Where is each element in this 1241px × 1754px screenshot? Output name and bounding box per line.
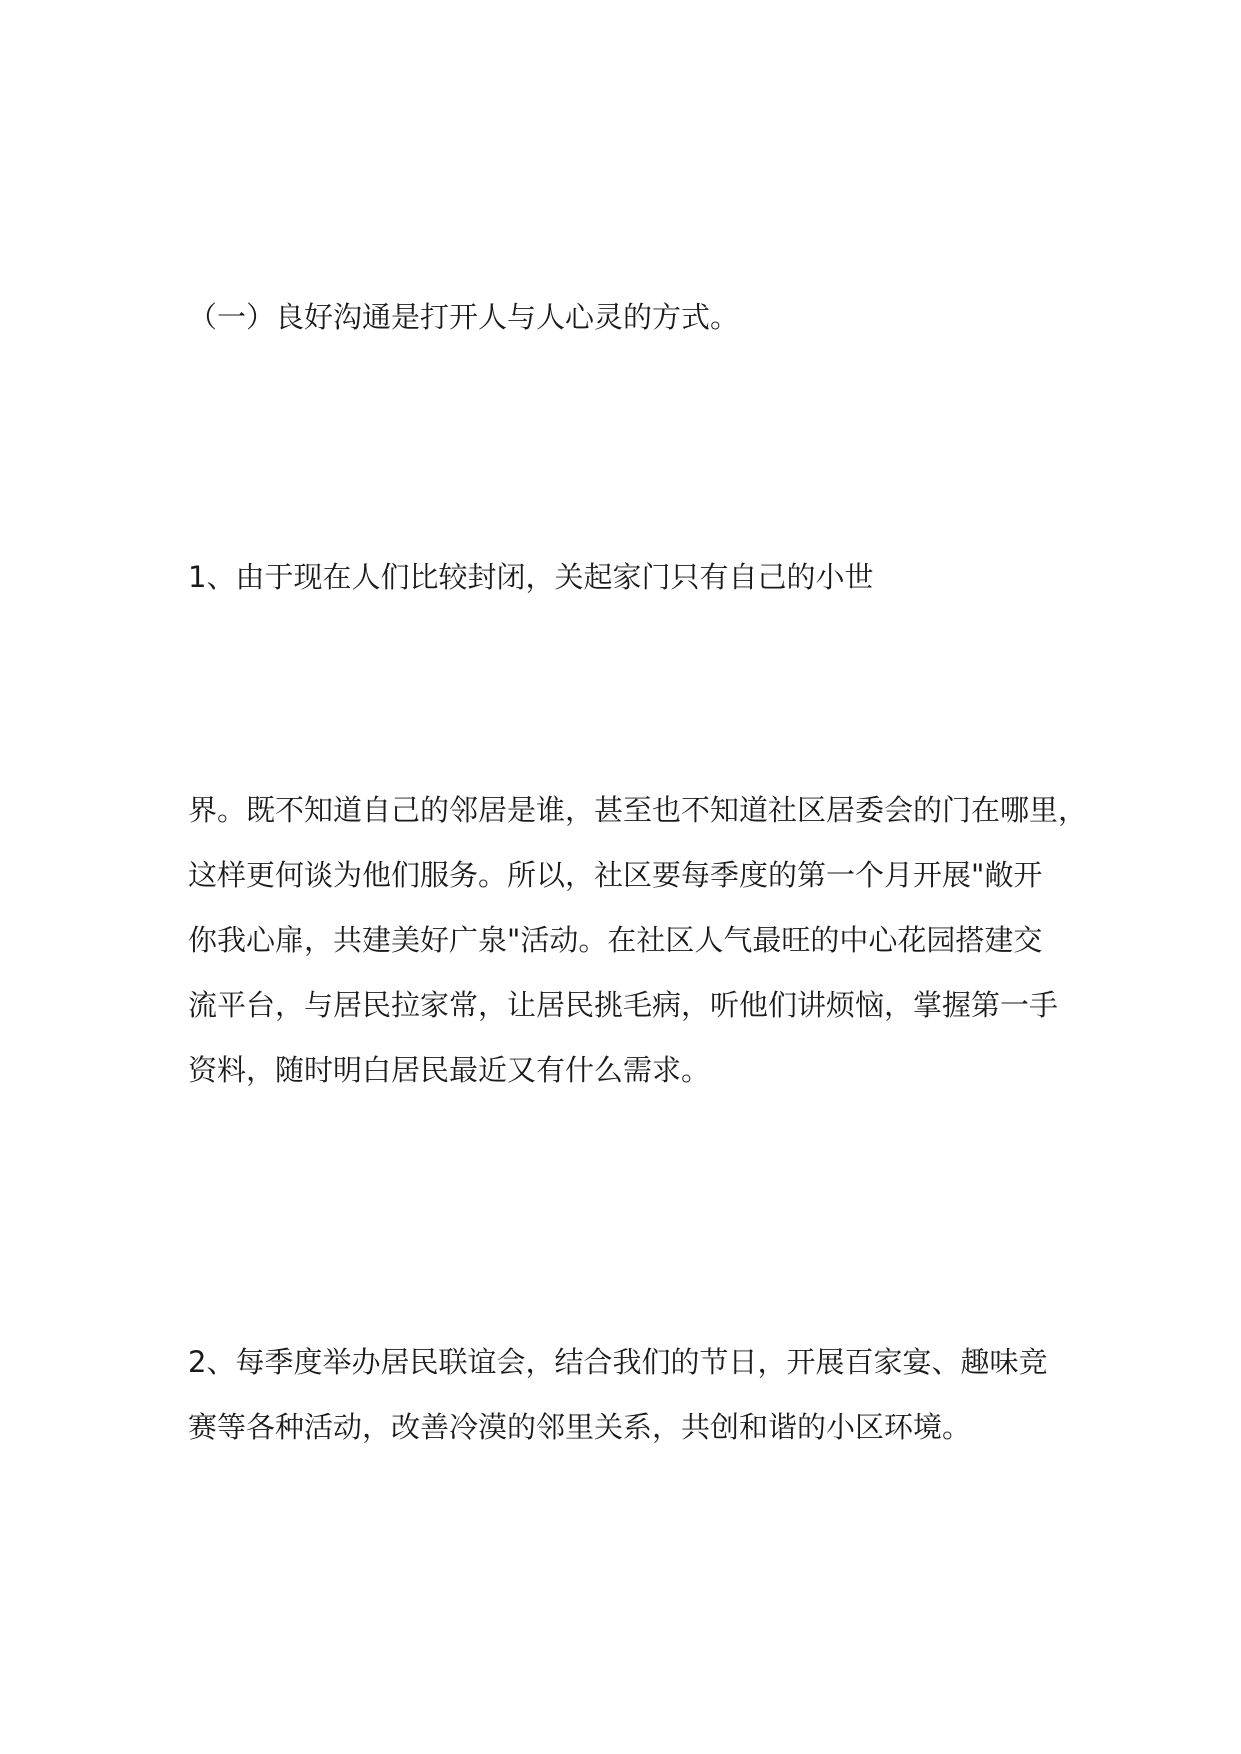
paragraph-3-line: 2、每季度举办居民联谊会，结合我们的节日，开展百家宴、趣味竞 — [188, 1345, 1048, 1379]
paragraph-2-line: 你我心扉，共建美好广泉"活动。在社区人气最旺的中心花园搭建交 — [188, 923, 1043, 957]
paragraph-3 — [188, 1330, 1068, 1460]
section-heading — [188, 285, 1068, 350]
paragraph-3-line: 赛等各种活动，改善冷漠的邻里关系，共创和谐的小区环境。 — [188, 1410, 972, 1444]
paragraph-2-line: 界。既不知道自己的邻居是谁，甚至也不知道社区居委会的门在哪里， — [188, 793, 1088, 827]
paragraph-2-line: 这样更何谈为他们服务。所以，社区要每季度的第一个月开展"敞开 — [188, 858, 1043, 892]
paragraph-1 — [188, 545, 1068, 610]
paragraph-2 — [188, 778, 1088, 1103]
heading-text: （一）良好沟通是打开人与人心灵的方式。 — [188, 300, 740, 334]
paragraph-2-line: 资料，随时明白居民最近又有什么需求。 — [188, 1053, 711, 1087]
paragraph-2-line: 流平台，与居民拉家常，让居民挑毛病，听他们讲烦恼，掌握第一手 — [188, 988, 1059, 1022]
paragraph-1-text: 1、由于现在人们比较封闭，关起家门只有自己的小世 — [188, 560, 874, 594]
